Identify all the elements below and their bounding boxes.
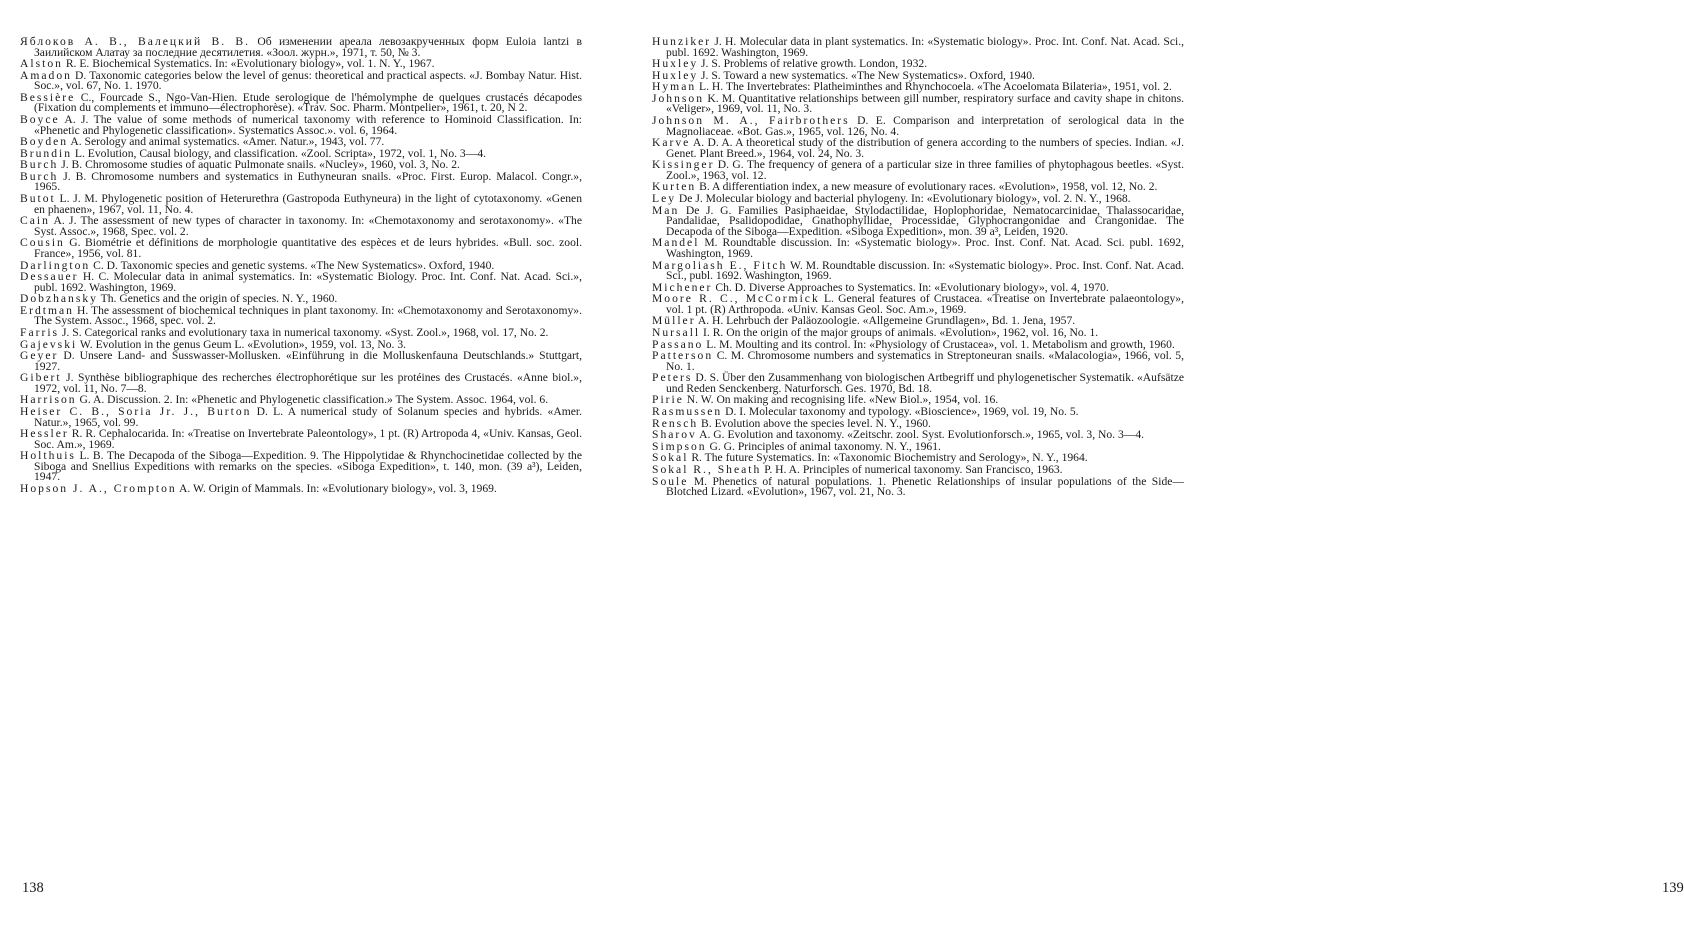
reference-text: M. Roundtable discussion. In: «Systematic biology». Proc. Inst. Conf. Nat. Acad. Sci. publ. 1692, Washington, 1969. — [666, 236, 1184, 260]
reference-author: Hyman — [652, 80, 696, 93]
reference-text: Об изменении ареала левозакрученных форм Euloia lantzi в Заилийском Алатау за последние десятилетия. «Зоол. журн.», 1971, т. 50, № 3. — [34, 35, 582, 59]
reference-author: Burch — [20, 158, 58, 171]
reference-author: Passano — [652, 338, 703, 351]
book-spread — [0, 0, 1200, 935]
reference-entry — [20, 451, 582, 483]
reference-text: A. H. Lehrbuch der Paläozoologie. «Allgemeine Grundlagen», Bd. 1. Jena, 1957. — [696, 314, 1076, 327]
reference-author: Heiser C. B., Soria Jr. J., Burton — [20, 405, 251, 418]
reference-entry — [652, 37, 1184, 58]
reference-author: Hopson J. A., Crompton — [20, 482, 177, 495]
reference-author: Margoliash E., Fitch — [652, 259, 787, 272]
reference-author: Alston — [20, 57, 63, 70]
reference-author: Sharov — [652, 428, 697, 441]
reference-author: Hunziker — [652, 35, 711, 48]
reference-text: R. E. Biochemical Systematics. In: «Evolutionary biology», vol. 1. N. Y., 1967. — [63, 57, 435, 70]
reference-text: A. J. The value of some methods of numerical taxonomy with reference to Hominoid Classification. In: «Phenetic and Phylogenetic classification». Systematics Assoc.». vol. 6, 1964. — [34, 113, 582, 137]
reference-entry — [652, 351, 1184, 372]
reference-text: Th. Genetics and the origin of species. N. Y., 1960. — [98, 292, 337, 305]
reference-entry — [20, 71, 582, 92]
reference-text: J. Synthèse bibliographique des recherches électrophorétique sur les protéines des Crustacés. «Anne biol.», 1972, vol. 11, No. 7—8. — [34, 371, 582, 395]
reference-text: N. W. On making and recognising life. «New Biol.», 1954, vol. 16. — [684, 393, 998, 406]
reference-text: L. B. The Decapoda of the Siboga—Expedition. 9. The Hippolytidae & Rhynchocinetidae collected by the Siboga and Snellius Expeditions with remarks on the species. «Siboga Expedition», t. 140, mon. (39 a³), Leiden, 1947. — [34, 449, 582, 483]
reference-author: Ley — [652, 192, 676, 205]
reference-author: Rasmussen — [652, 405, 722, 418]
reference-text: J. S. Categorical ranks and evolutionary taxa in numerical taxonomy. «Syst. Zool.», 1968, vol. 17, No. 2. — [59, 326, 548, 339]
reference-author: Butot — [20, 192, 56, 205]
reference-text: J. S. Problems of relative growth. London, 1932. — [698, 57, 927, 70]
reference-entry — [652, 206, 1184, 238]
reference-text: L. J. M. Phylogenetic position of Heterurethra (Gastropoda Euthyneura) in the light of cytotaxonomy. «Genen en phaenen», 1967, vol. 11, No. 4. — [34, 192, 582, 216]
reference-entry — [20, 115, 582, 136]
reference-author: Peters — [652, 371, 692, 384]
reference-text: I. R. On the origin of the major groups of animals. «Evolution», 1962, vol. 16, No. 1. — [700, 326, 1098, 339]
reference-author: Patterson — [652, 349, 713, 362]
page-number: 139 — [1662, 880, 1684, 897]
reference-entry — [652, 116, 1184, 137]
reference-author: Amadon — [20, 69, 72, 82]
reference-entry — [652, 294, 1184, 315]
reference-entry — [20, 373, 582, 394]
reference-text: P. H. A. Principles of numerical taxonomy. San Francisco, 1963. — [761, 463, 1062, 476]
reference-text: C. D. Taxonomic species and genetic systems. «The New Systematics». Oxford, 1940. — [90, 259, 494, 272]
reference-author: Dessauer — [20, 270, 79, 283]
reference-entry — [20, 407, 582, 428]
reference-entry — [20, 37, 582, 58]
reference-text: L. Evolution, Causal biology, and classification. «Zool. Scripta», 1972, vol. 1, No. 3—4. — [72, 147, 486, 160]
reference-entry — [652, 238, 1184, 259]
reference-entry — [652, 261, 1184, 282]
reference-author: Rensch — [652, 417, 698, 430]
reference-author: Harrison — [20, 393, 77, 406]
reference-text: W. Evolution in the genus Geum L. «Evolution», 1959, vol. 13, No. 3. — [77, 338, 406, 351]
reference-author: Bessière — [20, 91, 75, 104]
reference-author: Kissinger — [652, 158, 714, 171]
reference-author: Pirie — [652, 393, 684, 406]
page-number: 138 — [22, 880, 44, 897]
reference-author: Nursall — [652, 326, 700, 339]
reference-text: J. B. Chromosome studies of aquatic Pulmonate snails. «Nucley», 1960, vol. 3, No. 2. — [58, 158, 460, 171]
reference-text: K. M. Quantitative relationships between gill number, respiratory surface and cavity shape in chitons. «Veliger», 1969, vol. 11, No. 3. — [666, 92, 1184, 116]
right-page — [600, 0, 1200, 935]
reference-author: Cain — [20, 214, 50, 227]
reference-author: Müller — [652, 314, 696, 327]
reference-author: Burch — [20, 170, 58, 183]
reference-text: J. B. Chromosome numbers and systematics in Euthyneuran snails. «Proc. First. Europ. Malacol. Congr.», 1965. — [34, 170, 582, 194]
reference-author: Brundin — [20, 147, 72, 160]
reference-author: Яблоков А. В., Валецкий В. В. — [20, 35, 250, 48]
reference-text: C., Fourcade S., Ngo-Van-Hien. Etude serologique de l'hémolymphe de quelques crustacés décapodes (Fixation du complements et immuno—électrophorèse). «Trav. Soc. Pharm. Montpelier», 1961, t. 20, N 2. — [34, 91, 582, 115]
reference-author: Sokal R., Sheath — [652, 463, 761, 476]
reference-text: L. General features of Crustacea. «Treatise on Invertebrate palaeontology», vol. 1 pt. (R) Arthropoda. «Univ. Kansas Geol. Soc. Am.», 1969. — [666, 292, 1184, 316]
reference-author: Man — [652, 204, 679, 217]
reference-text: A. Serology and animal systematics. «Amer. Natur.», 1943, vol. 77. — [68, 135, 384, 148]
reference-entry — [20, 216, 582, 237]
reference-entry — [20, 238, 582, 259]
reference-entry — [652, 477, 1184, 498]
reference-author: Hessler — [20, 427, 69, 440]
reference-list — [20, 37, 582, 496]
reference-author: Moore R. C., McCormick — [652, 292, 820, 305]
reference-author: Soule — [652, 475, 688, 488]
reference-text: A. D. A. A theoretical study of the distribution of genera according to the numbers of species. Indian. «J. Genet. Plant Breed.», 1964, vol. 24, No. 3. — [666, 136, 1184, 160]
reference-text: H. C. Molecular data in animal systematics. In: «Systematic Biology. Proc. Int. Conf. Nat. Acad. Sci.», publ. 1692. Washington, 1969. — [34, 270, 582, 294]
reference-text: Ch. D. Diverse Approaches to Systematics. In: «Evolutionary biology», vol. 4, 1970. — [712, 281, 1108, 294]
reference-text: De J. G. Families Pasiphaeidae, Stylodactilidae, Hoplophoridae, Nematocarcinidae, Thalassocaridae, Pandalidae, Psalidopodidae, Gnathophyllidae, Processidae, Glyphocrangonidae and Crangonidae. The Decapoda of the Siboga—Expedition. «Siboga Expedition», mon. 39 a³, Leiden, 1920. — [666, 204, 1184, 238]
reference-text: R. The future Systematics. In: «Taxonomic Biochemistry and Serology», N. Y., 1964. — [688, 451, 1087, 464]
reference-text: D. G. The frequency of genera of a particular size in three families of phytophagous beetles. «Syst. Zool.», 1963, vol. 12. — [666, 158, 1184, 182]
reference-text: M. Phenetics of natural populations. 1. Phenetic Relationships of insular populations of the Side—Blotched Lizard. «Evolution», 1967, vol. 21, No. 3. — [666, 475, 1184, 499]
reference-author: Darlington — [20, 259, 90, 272]
reference-author: Huxley — [652, 57, 698, 70]
reference-author: Holthuis — [20, 449, 76, 462]
reference-author: Cousin — [20, 236, 65, 249]
reference-author: Johnson M. A., Fairbrothers — [652, 114, 850, 127]
reference-text: De J. Molecular biology and bacterial phylogeny. In: «Evolutionary biology», vol. 2. N. Y., 1968. — [676, 192, 1131, 205]
reference-text: A. G. Evolution and taxonomy. «Zeitschr. zool. Syst. Evolutionforsch.», 1965, vol. 3, No. 3—4. — [697, 428, 1144, 441]
reference-author: Karve — [652, 136, 690, 149]
reference-text: W. M. Roundtable discussion. In: «Systematic biology». Proc. Inst. Conf. Nat. Acad. Sci., publ. 1692. Washington, 1969. — [666, 259, 1184, 283]
reference-text: B. Evolution above the species level. N. Y., 1960. — [698, 417, 931, 430]
reference-author: Geyer — [20, 349, 58, 362]
reference-text: A. W. Origin of Mammals. In: «Evolutionary biology», vol. 3, 1969. — [177, 482, 497, 495]
reference-text: C. M. Chromosome numbers and systematics in Streptoneuran snails. «Malacologia», 1966, vol. 5, No. 1. — [666, 349, 1184, 373]
reference-author: Erdtman — [20, 304, 74, 317]
reference-text: H. The assessment of biochemical techniques in plant taxonomy. In: «Chemotaxonomy and Serotaxonomy». The System. Assoc., 1968, spec. vol. 2. — [34, 304, 582, 328]
reference-author: Johnson — [652, 92, 704, 105]
left-page — [0, 0, 600, 935]
reference-author: Sokal — [652, 451, 688, 464]
reference-author: Huxley — [652, 69, 698, 82]
reference-entry — [20, 272, 582, 293]
reference-text: R. R. Cephalocarida. In: «Treatise on Invertebrate Paleontology», 1 pt. (R) Artropoda 4, «Univ. Kansas, Geol. Soc. Am.», 1969. — [34, 427, 582, 451]
reference-entry — [20, 93, 582, 114]
reference-text: L. H. The Invertebrates: Platheiminthes and Rhynchocoela. «The Acoelomata Bilateria», 1951, vol. 2. — [696, 80, 1172, 93]
reference-author: Boyden — [20, 135, 68, 148]
reference-author: Dobzhansky — [20, 292, 98, 305]
reference-text: J. H. Molecular data in plant systematics. In: «Systematic biology». Proc. Int. Conf. Nat. Acad. Sci., publ. 1692. Washington, 1969. — [666, 35, 1184, 59]
reference-text: D. Unsere Land- and Susswasser-Mollusken. «Einführung in die Molluskenfauna Deutschlands.» Stuttgart, 1927. — [34, 349, 582, 373]
reference-author: Gajevski — [20, 338, 77, 351]
reference-author: Simpson — [652, 440, 707, 453]
reference-entry — [652, 373, 1184, 394]
reference-author: Mandel — [652, 236, 699, 249]
reference-author: Farris — [20, 326, 59, 339]
reference-entry — [20, 172, 582, 193]
reference-text: G. Biométrie et définitions de morphologie quantitative des espèces et de leurs hybrides. «Bull. soc. zool. France», 1956, vol. 81. — [34, 236, 582, 260]
reference-entry — [20, 351, 582, 372]
reference-text: A. J. The assessment of new types of character in taxonomy. In: «Chemotaxonomy and serotaxonomy». «The Syst. Assoc.», 1968, Spec. vol. 2. — [34, 214, 582, 238]
reference-text: D. S. Über den Zusammenhang von biologischen Artbegriff und phylogenetischer Systematik. «Aufsätze und Reden Senckenberg. Naturforsch. Ges. 1970, Bd. 18. — [666, 371, 1184, 395]
reference-text: B. A differentiation index, a new measure of evolutionary races. «Evolution», 1958, vol. 12, No. 2. — [696, 180, 1157, 193]
reference-text: D. Taxonomic categories below the level of genus: theoretical and practical aspects. «J. Bombay Natur. Hist. Soc.», vol. 67, No. 1. 1970. — [34, 69, 582, 93]
reference-author: Michener — [652, 281, 712, 294]
reference-author: Boyce — [20, 113, 60, 126]
reference-entry — [20, 306, 582, 327]
reference-text: J. S. Toward a new systematics. «The New Systematics». Oxford, 1940. — [698, 69, 1035, 82]
reference-author: Kurten — [652, 180, 696, 193]
reference-text: D. L. A numerical study of Solanum species and hybrids. «Amer. Natur.», 1965, vol. 99. — [34, 405, 582, 429]
reference-entry — [652, 138, 1184, 159]
reference-text: L. M. Moulting and its control. In: «Physiology of Crustacea», vol. 1. Metabolism and growth, 1960. — [703, 338, 1174, 351]
reference-list — [652, 37, 1184, 499]
reference-text: G. G. Principles of animal taxonomy. N. Y., 1961. — [707, 440, 941, 453]
reference-author: Gibert — [20, 371, 62, 384]
reference-entry — [652, 160, 1184, 181]
reference-entry — [20, 194, 582, 215]
reference-entry — [652, 94, 1184, 115]
reference-text: D. I. Molecular taxonomy and typology. «Bioscience», 1969, vol. 19, No. 5. — [722, 405, 1078, 418]
reference-text: G. A. Discussion. 2. In: «Phenetic and Phylogenetic classification.» The System. Assoc. 1964, vol. 6. — [77, 393, 549, 406]
reference-entry — [20, 429, 582, 450]
reference-entry — [20, 484, 582, 495]
reference-text: D. E. Comparison and interpretation of serological data in the Magnoliaceae. «Bot. Gas.», 1965, vol. 126, No. 4. — [666, 114, 1184, 138]
